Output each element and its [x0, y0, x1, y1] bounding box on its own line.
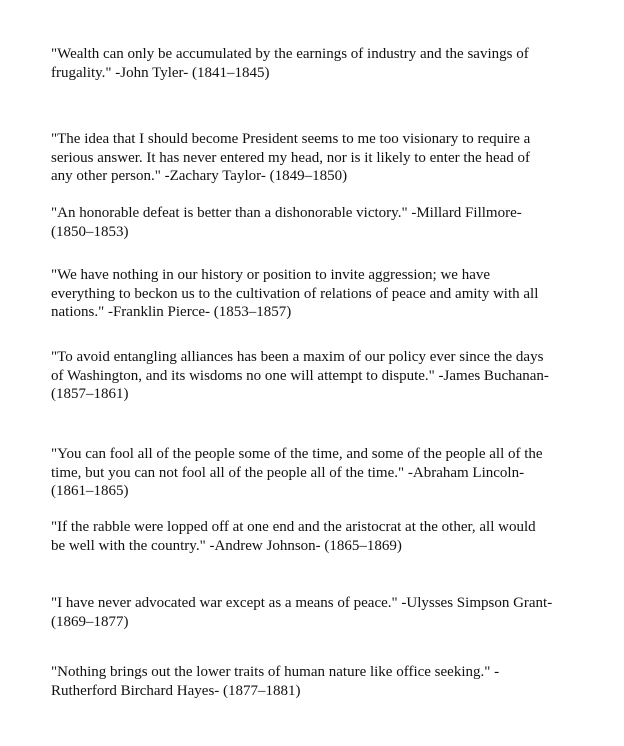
quote-line: (1857–1861) [51, 386, 129, 402]
quote-james-buchanan [51, 348, 581, 404]
quote-line: time, but you can not fool all of the people all of the time." -Abraham Lincoln- [51, 464, 525, 481]
quote-line: "An honorable defeat is better than a dishonorable victory." -Millard Fillmore- [51, 205, 522, 221]
quote-john-tyler [51, 45, 581, 82]
quote-line: "Nothing brings out the lower traits of human nature like office seeking." - [51, 664, 500, 680]
quote-line: everything to beckon us to the cultivation of relations of peace and amity with all [51, 285, 539, 302]
quote-line: (1869–1877) [51, 613, 129, 630]
quote-franklin-pierce [51, 266, 581, 322]
quote-andrew-johnson [51, 518, 581, 555]
quote-line: (1861–1865) [51, 483, 129, 499]
quote-ulysses-grant [51, 594, 581, 631]
quote-line: frugality." -John Tyler- (1841–1845) [51, 64, 270, 81]
quote-abraham-lincoln [51, 445, 581, 501]
quote-line: Rutherford Birchard Hayes- (1877–1881) [51, 682, 301, 699]
quote-zachary-taylor [51, 130, 581, 186]
quote-rutherford-hayes [51, 663, 581, 700]
quote-line: any other person." -Zachary Taylor- (1849–1850) [51, 168, 348, 184]
quote-line: be well with the country." -Andrew Johnson- (1865–1869) [51, 537, 402, 554]
quote-line: "To avoid entangling alliances has been a maxim of our policy ever since the days [51, 349, 544, 365]
quote-line: nations." -Franklin Pierce- (1853–1857) [51, 304, 292, 320]
quote-line: "If the rabble were lopped off at one end and the aristocrat at the other, all would [51, 519, 536, 535]
quote-line: "We have nothing in our history or position to invite aggression; we have [51, 267, 491, 283]
quote-line: "Wealth can only be accumulated by the earnings of industry and the savings of [51, 46, 529, 62]
quote-line: "You can fool all of the people some of the time, and some of the people all of the [51, 446, 543, 462]
quote-line: (1850–1853) [51, 223, 129, 240]
quote-line: "The idea that I should become President seems to me too visionary to require a [51, 131, 531, 147]
quote-line: serious answer. It has never entered my head, nor is it likely to enter the head of [51, 149, 531, 166]
quote-line: of Washington, and its wisdoms no one will attempt to dispute." -James Buchanan- [51, 367, 549, 384]
quote-line: "I have never advocated war except as a means of peace." -Ulysses Simpson Grant- [51, 595, 553, 611]
quote-millard-fillmore [51, 204, 581, 241]
